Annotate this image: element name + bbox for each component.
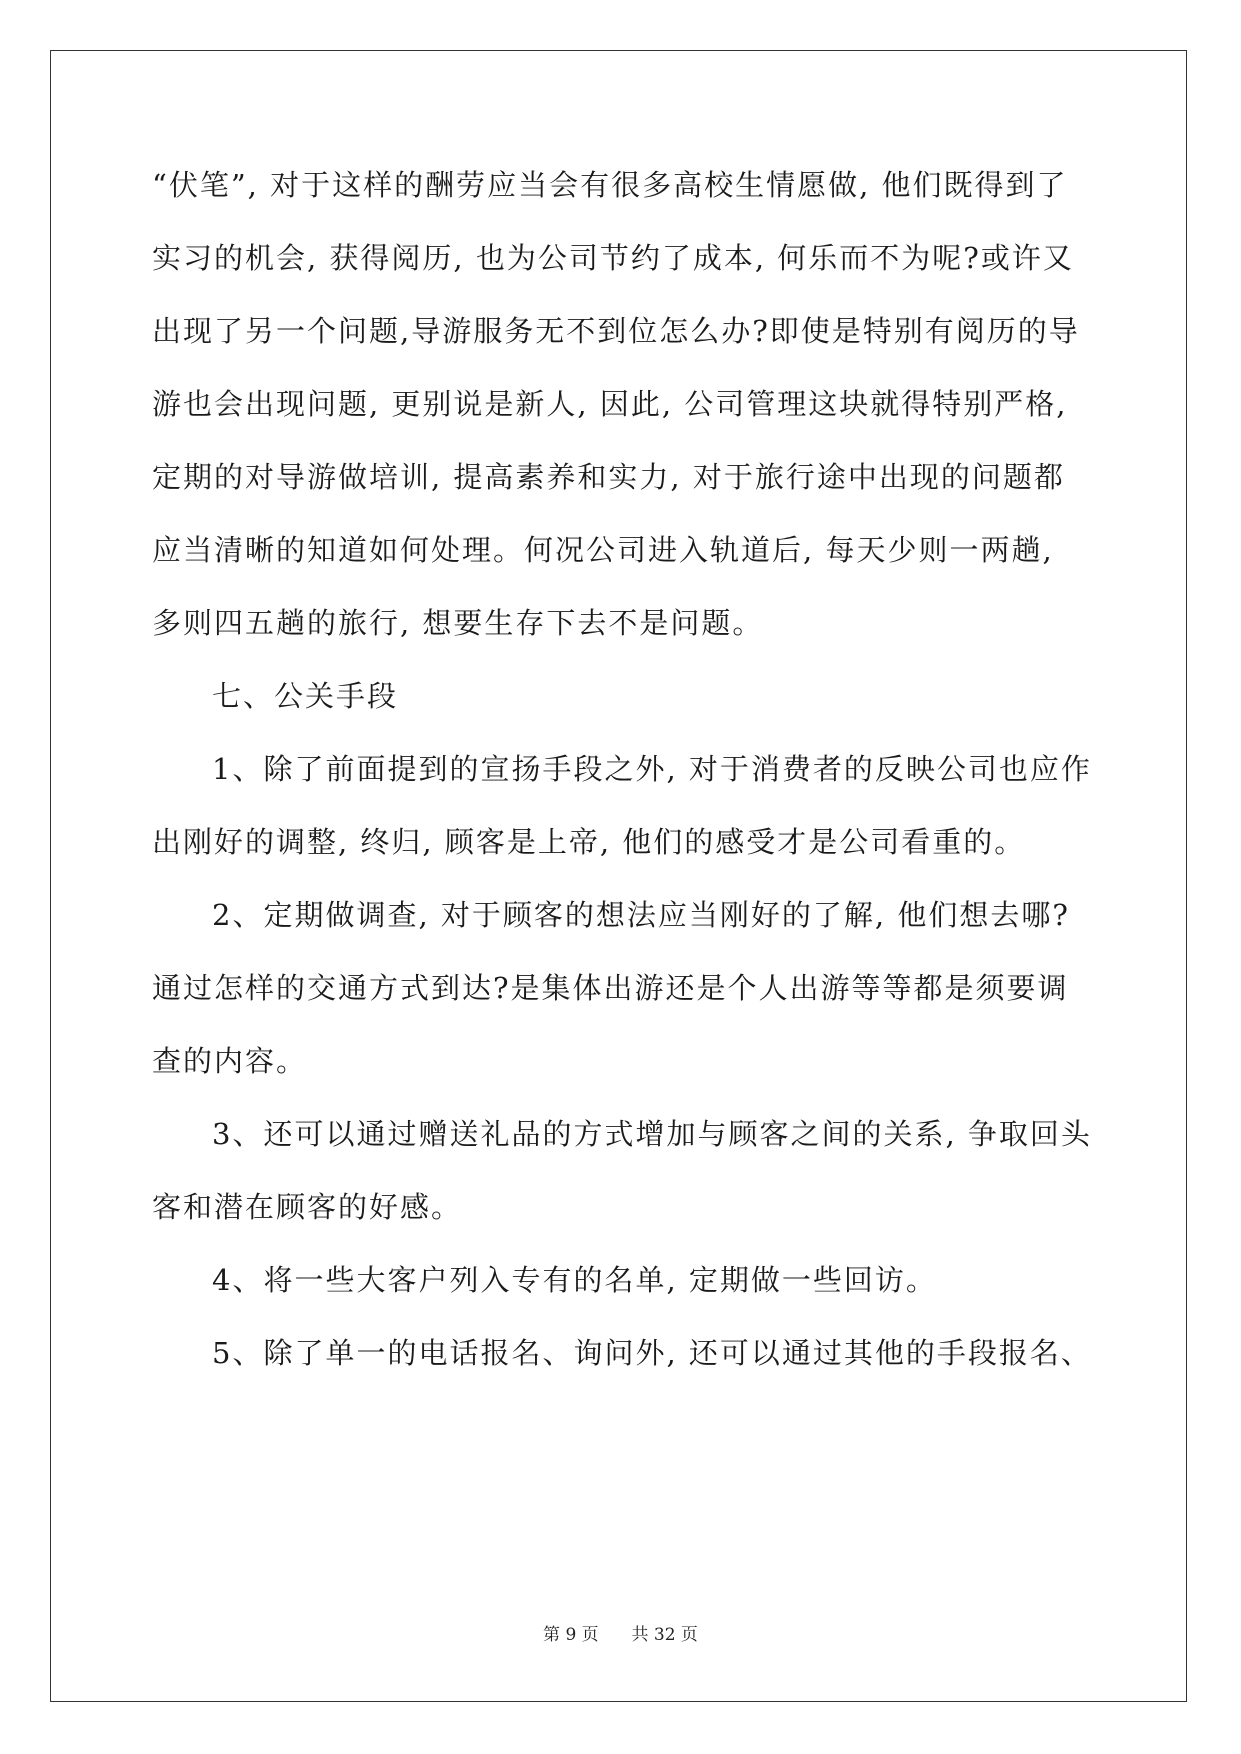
text-line: 实习的机会, 获得阅历, 也为公司节约了成本, 何乐而不为呢?或许又 [152,241,1074,275]
text-line: 定期的对导游做培训, 提高素养和实力, 对于旅行途中出现的问题都 [152,460,1065,494]
list-item-start: 5、除了单一的电话报名、询问外, 还可以通过其他的手段报名、 [212,1336,1092,1370]
text-line: “伏笔”, 对于这样的酬劳应当会有很多高校生情愿做, 他们既得到了 [152,168,1068,202]
list-item-start: 4、将一些大客户列入专有的名单, 定期做一些回访。 [212,1263,937,1297]
text-line: 游也会出现问题, 更别说是新人, 因此, 公司管理这块就得特别严格, [152,387,1068,421]
page-number: 第 9 页 [543,1625,599,1645]
section-heading: 七、公关手段 [212,679,399,713]
document-body [152,149,1112,1390]
text-line: 查的内容。 [152,1044,308,1078]
page-footer [0,1620,1241,1645]
total-pages: 共 32 页 [631,1625,698,1645]
text-line: 出刚好的调整, 终归, 顾客是上帝, 他们的感受才是公司看重的。 [152,825,1026,859]
text-line: 多则四五趟的旅行, 想要生存下去不是问题。 [152,606,764,640]
list-item-start: 3、还可以通过赠送礼品的方式增加与顾客之间的关系, 争取回头 [212,1117,1092,1151]
text-line: 通过怎样的交通方式到达?是集体出游还是个人出游等等都是须要调 [152,971,1069,1005]
text-line: 应当清晰的知道如何处理。何况公司进入轨道后, 每天少则一两趟, [152,533,1054,567]
list-item-start: 1、除了前面提到的宣扬手段之外, 对于消费者的反映公司也应作 [212,752,1092,786]
text-line: 出现了另一个问题,导游服务无不到位怎么办?即使是特别有阅历的导 [152,314,1080,348]
list-item-start: 2、定期做调查, 对于顾客的想法应当刚好的了解, 他们想去哪? [212,898,1070,932]
text-line: 客和潜在顾客的好感。 [152,1190,463,1224]
